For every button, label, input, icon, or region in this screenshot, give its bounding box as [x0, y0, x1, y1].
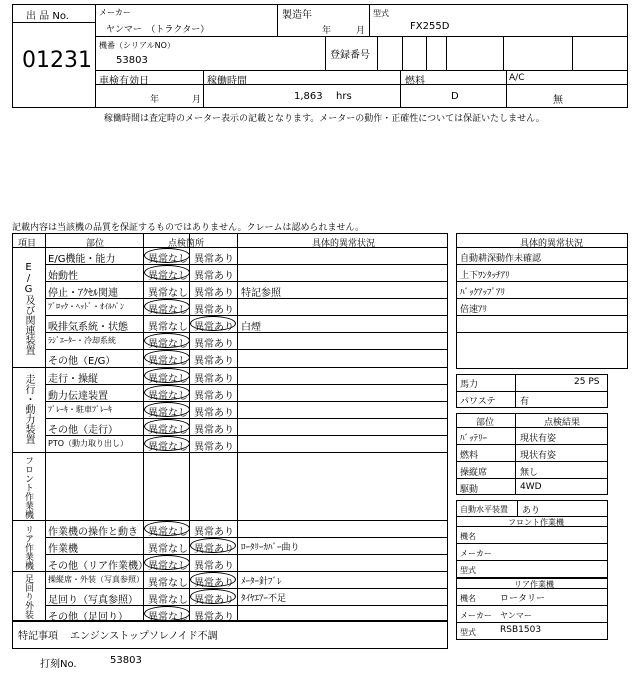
normal-circle-mark [144, 385, 190, 400]
registration-label: 登録番号 [330, 50, 370, 61]
normal-option: 異常なし [148, 561, 188, 572]
row-part: ﾗｼﾞｴｰﾀｰ・冷却系統 [48, 336, 116, 345]
special-note-value: エンジンストップソレノイド不調 [70, 631, 218, 642]
abnormal-option: 異常あり [194, 288, 234, 299]
abnormal-option: 異常あり [194, 374, 234, 385]
abnormal-option: 異常あり [194, 322, 234, 333]
abnormal-circle-mark [190, 589, 236, 604]
check-part: 燃料 [460, 451, 479, 461]
inspection-month: 月 [192, 95, 202, 105]
rear-field-label: 型式 [460, 628, 476, 637]
normal-circle-mark [144, 521, 190, 536]
normal-option: 異常なし [148, 612, 188, 623]
normal-circle-mark [144, 350, 190, 365]
shipping-no-label: 出 品 No. [26, 11, 69, 22]
row-part: 作業機の操作と動き [48, 527, 138, 538]
row-detail: 白煙 [241, 322, 261, 333]
check-header-result: 点検結果 [544, 418, 581, 428]
row-part: 作業機 [48, 544, 78, 555]
row-detail: 特記参照 [241, 288, 281, 299]
special-note-label: 特記事項 [18, 631, 58, 642]
specific-item: 倍速ｱﾘ [460, 305, 488, 315]
group-label-chassis: 足回り外装 [23, 574, 33, 619]
group-label-engine: E/G及び関連装置 [23, 262, 34, 355]
check-result: 無し [520, 468, 539, 478]
abnormal-option: 異常あり [194, 408, 234, 419]
normal-option: 異常なし [148, 305, 188, 316]
abnormal-option: 異常あり [194, 425, 234, 436]
check-result: 4WD [520, 482, 542, 492]
normal-circle-mark [144, 606, 190, 621]
row-part: ﾌﾞﾛｯｸ・ﾍｯﾄﾞ・ｵｲﾙﾊﾟﾝ [48, 302, 124, 311]
abnormal-circle-mark [190, 538, 236, 553]
normal-option: 異常なし [148, 374, 188, 385]
year-unit: 年 [322, 26, 332, 36]
model-value: FX255D [410, 21, 450, 32]
row-part: 足回り（写真参照） [48, 595, 138, 606]
group-label-front: フロント作業機 [23, 456, 33, 519]
normal-option: 異常なし [148, 527, 188, 538]
hours-value: 1,863 [294, 91, 323, 102]
year-label: 製造年 [282, 10, 312, 21]
front-field-label: 型式 [460, 566, 476, 575]
rear-field-label: 機名 [460, 594, 476, 603]
normal-option: 異常なし [148, 544, 188, 555]
abnormal-option: 異常あり [194, 527, 234, 538]
rear-field-label: メーカー [460, 611, 492, 620]
col-header-detail: 具体的異常状況 [312, 239, 376, 249]
maker-value: ヤンマー （トラクター） [106, 25, 210, 35]
row-part: 始動性 [48, 271, 78, 282]
rear-field-value: ヤンマー [500, 611, 532, 620]
inspection-label: 車検有効日 [99, 76, 149, 87]
normal-circle-mark [144, 555, 190, 570]
group-label-rear: リア作業機 [23, 525, 33, 570]
abnormal-option: 異常あり [194, 391, 234, 402]
front-field-label: 機名 [460, 532, 476, 541]
inspection-year: 年 [150, 95, 160, 105]
normal-option: 異常なし [148, 271, 188, 282]
normal-option: 異常なし [148, 408, 188, 419]
normal-option: 異常なし [148, 254, 188, 265]
stamp-label: 打刻No. [40, 659, 77, 670]
normal-option: 異常なし [148, 322, 188, 333]
abnormal-option: 異常あり [194, 561, 234, 572]
model-label: 型式 [373, 9, 389, 18]
hours-note: 稼働時間は査定時のメーター表示の記載となります。メーターの動作・正確性については保証いたしません。 [104, 114, 545, 124]
front-field-label: メーカー [460, 549, 492, 558]
check-header-part: 部位 [476, 418, 495, 428]
stamp-value: 53803 [110, 655, 142, 666]
fuel-label: 燃料 [405, 76, 425, 87]
quality-note: 記載内容は当該機の品質を保証するものではありません。クレームは認められません。 [12, 223, 365, 233]
abnormal-circle-mark [190, 316, 236, 331]
row-part: E/G機能・能力 [48, 254, 116, 265]
normal-option: 異常なし [148, 578, 188, 589]
abnormal-option: 異常あり [194, 271, 234, 282]
row-part: その他（走行） [48, 425, 118, 436]
check-part: 操縦席 [460, 468, 488, 478]
abnormal-option: 異常あり [194, 442, 234, 453]
ac-label: A/C [509, 73, 525, 83]
rear-field-value: ロータリー [500, 594, 546, 604]
normal-option: 異常なし [148, 356, 188, 367]
normal-circle-mark [144, 299, 190, 314]
specific-item: 自動耕深動作未確認 [460, 254, 542, 264]
front-header: フロント作業機 [508, 518, 564, 527]
row-part: PTO（動力取り出し） [48, 439, 129, 448]
normal-circle-mark [144, 265, 190, 280]
rear-header: リア作業機 [514, 580, 554, 589]
row-part: その他（リア作業機） [48, 561, 148, 572]
normal-option: 異常なし [148, 288, 188, 299]
row-part: 操縦席・外装（写真参照） [48, 575, 144, 584]
power-value: 25 PS [574, 377, 600, 387]
row-part: 動力伝達装置 [48, 391, 108, 402]
abnormal-option: 異常あり [194, 612, 234, 623]
check-part: ﾊﾞｯﾃﾘｰ [460, 434, 488, 444]
abnormal-option: 異常あり [194, 356, 234, 367]
fuel-value: D [451, 91, 459, 102]
row-part: 停止・ｱｸｾﾙ関連 [48, 288, 118, 299]
abnormal-option: 異常あり [194, 544, 234, 555]
abnormal-option: 異常あり [194, 595, 234, 606]
row-part: 走行・操縦 [48, 374, 98, 385]
normal-circle-mark [144, 248, 190, 263]
row-part: その他（E/G） [48, 356, 116, 367]
col-header-part: 部位 [86, 239, 105, 249]
normal-option: 異常なし [148, 442, 188, 453]
normal-option: 異常なし [148, 339, 188, 350]
abnormal-circle-mark [190, 572, 236, 587]
check-result: 現状有姿 [520, 451, 557, 461]
row-detail: ﾒｰﾀｰ針ﾌﾞﾚ [241, 577, 282, 587]
normal-option: 異常なし [148, 425, 188, 436]
shipping-no: 01231 [22, 48, 92, 73]
normal-circle-mark [144, 436, 190, 451]
row-detail: ﾀｲﾔｴｱｰ不足 [241, 594, 287, 604]
check-result: 現状有姿 [520, 434, 557, 444]
specific-item: ﾊﾞｯｸｱｯﾌﾟｱﾘ [460, 288, 506, 298]
row-detail: ﾛｰﾀﾘｰｶﾊﾞｰ曲り [241, 543, 300, 553]
leveler-value: あり [522, 506, 541, 516]
serial-label: 機番（シリアルNO） [99, 41, 175, 50]
specific-item: 上下ﾜﾝﾀｯﾁｱﾘ [460, 271, 510, 281]
normal-circle-mark [144, 419, 190, 434]
row-part: その他（足回り） [48, 612, 128, 623]
maker-label: メーカー [99, 8, 131, 17]
leveler-label: 自動水平装置 [460, 505, 508, 514]
month-unit: 月 [356, 26, 366, 36]
abnormal-option: 異常あり [194, 578, 234, 589]
powersteer-value: 有 [520, 397, 530, 407]
normal-circle-mark [144, 333, 190, 348]
abnormal-option: 異常あり [194, 254, 234, 265]
check-part: 駆動 [460, 485, 479, 495]
abnormal-option: 異常あり [194, 339, 234, 350]
normal-circle-mark [144, 402, 190, 417]
rear-field-value: RSB1503 [500, 625, 542, 635]
normal-circle-mark [144, 368, 190, 383]
col-header-checkpoint: 点検箇所 [168, 239, 205, 249]
col-header-item: 項目 [18, 239, 37, 249]
row-part: ﾌﾞﾚｰｷ・駐車ﾌﾞﾚｰｷ [48, 405, 112, 414]
hours-unit: hrs [336, 91, 352, 102]
row-part: 吸排気系統・状態 [48, 322, 128, 333]
abnormal-option: 異常あり [194, 305, 234, 316]
hours-label: 稼働時間 [207, 76, 247, 87]
serial-value: 53803 [116, 55, 148, 66]
power-label: 馬力 [460, 380, 479, 390]
group-label-drive: 走行・動力装置 [23, 374, 34, 444]
normal-option: 異常なし [148, 595, 188, 606]
normal-option: 異常なし [148, 391, 188, 402]
ac-value: 無 [553, 95, 563, 106]
powersteer-label: パワステ [460, 397, 496, 407]
specific-header: 具体的異常状況 [520, 239, 584, 249]
